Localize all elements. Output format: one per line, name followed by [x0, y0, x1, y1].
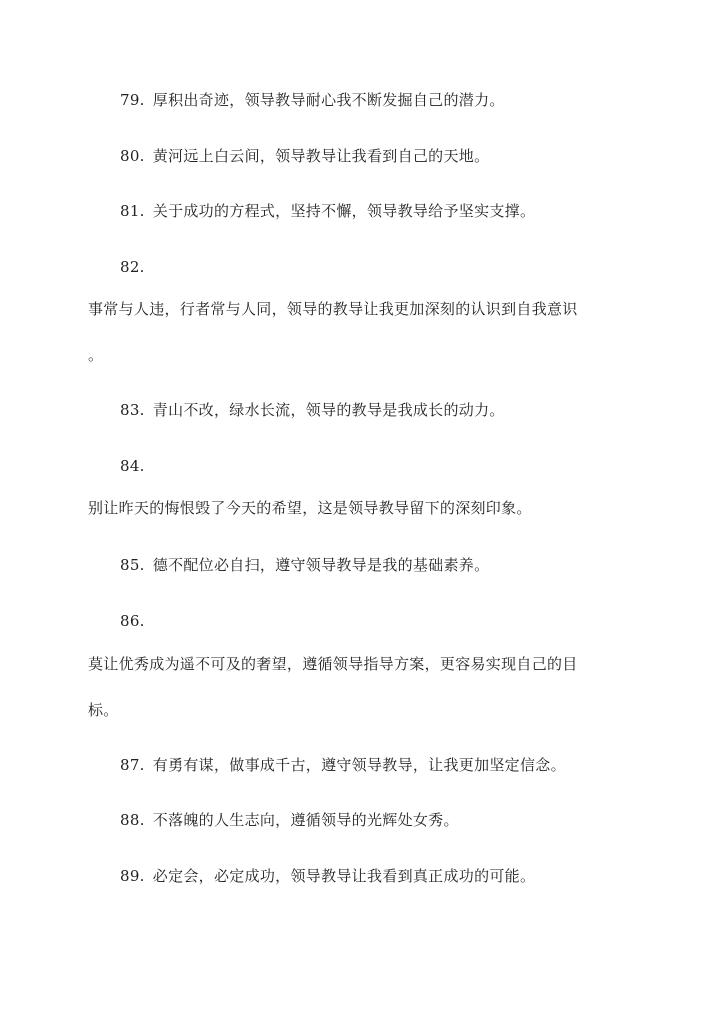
- item-text-line: 标。: [88, 701, 119, 719]
- item-number: 87.: [120, 756, 145, 774]
- list-item: [120, 400, 505, 420]
- item-text-line: 。: [88, 346, 104, 364]
- item-number: 84.: [120, 457, 145, 475]
- item-number: 79.: [120, 91, 145, 109]
- item-number: 85.: [120, 556, 145, 574]
- item-text-line: 别让昨天的悔恨毁了今天的希望，这是领导教导留下的深刻印象。: [88, 499, 532, 517]
- item-number-only: [120, 611, 145, 631]
- list-item: [120, 146, 489, 166]
- item-text: 黄河远上白云间，领导教导让我看到自己的天地。: [152, 147, 490, 165]
- item-number: 83.: [120, 401, 145, 419]
- list-item: [120, 810, 459, 830]
- item-number-only: [120, 456, 145, 476]
- item-text: 厚积出奇迹，领导教导耐心我不断发掘自己的潜力。: [152, 91, 505, 109]
- item-text-line: 事常与人违，行者常与人同，领导的教导让我更加深刻的认识到自我意识: [88, 300, 578, 318]
- item-number: 88.: [120, 811, 145, 829]
- list-item: [120, 201, 535, 221]
- item-text: 不落魄的人生志向，遵循领导的光辉处女秀。: [152, 811, 459, 829]
- item-text: 必定会，必定成功，领导教导让我看到真正成功的可能。: [152, 867, 536, 885]
- item-text: 关于成功的方程式，坚持不懈，领导教导给予坚实支撑。: [152, 202, 536, 220]
- item-number: 81.: [120, 202, 145, 220]
- list-item: [120, 866, 535, 886]
- list-item: [120, 755, 566, 775]
- item-number-only: [120, 257, 145, 277]
- list-item: [120, 555, 489, 575]
- item-text: 青山不改，绿水长流，领导的教导是我成长的动力。: [152, 401, 505, 419]
- item-number: 80.: [120, 147, 145, 165]
- item-number: 86.: [120, 612, 145, 630]
- item-text: 德不配位必自扫，遵守领导教导是我的基础素养。: [152, 556, 490, 574]
- list-item: [120, 90, 505, 110]
- item-number: 82.: [120, 258, 145, 276]
- item-number: 89.: [120, 867, 145, 885]
- item-text-line: 莫让优秀成为遥不可及的奢望，遵循领导指导方案，更容易实现自己的目: [88, 655, 578, 673]
- item-text: 有勇有谋，做事成千古，遵守领导教导，让我更加坚定信念。: [152, 756, 566, 774]
